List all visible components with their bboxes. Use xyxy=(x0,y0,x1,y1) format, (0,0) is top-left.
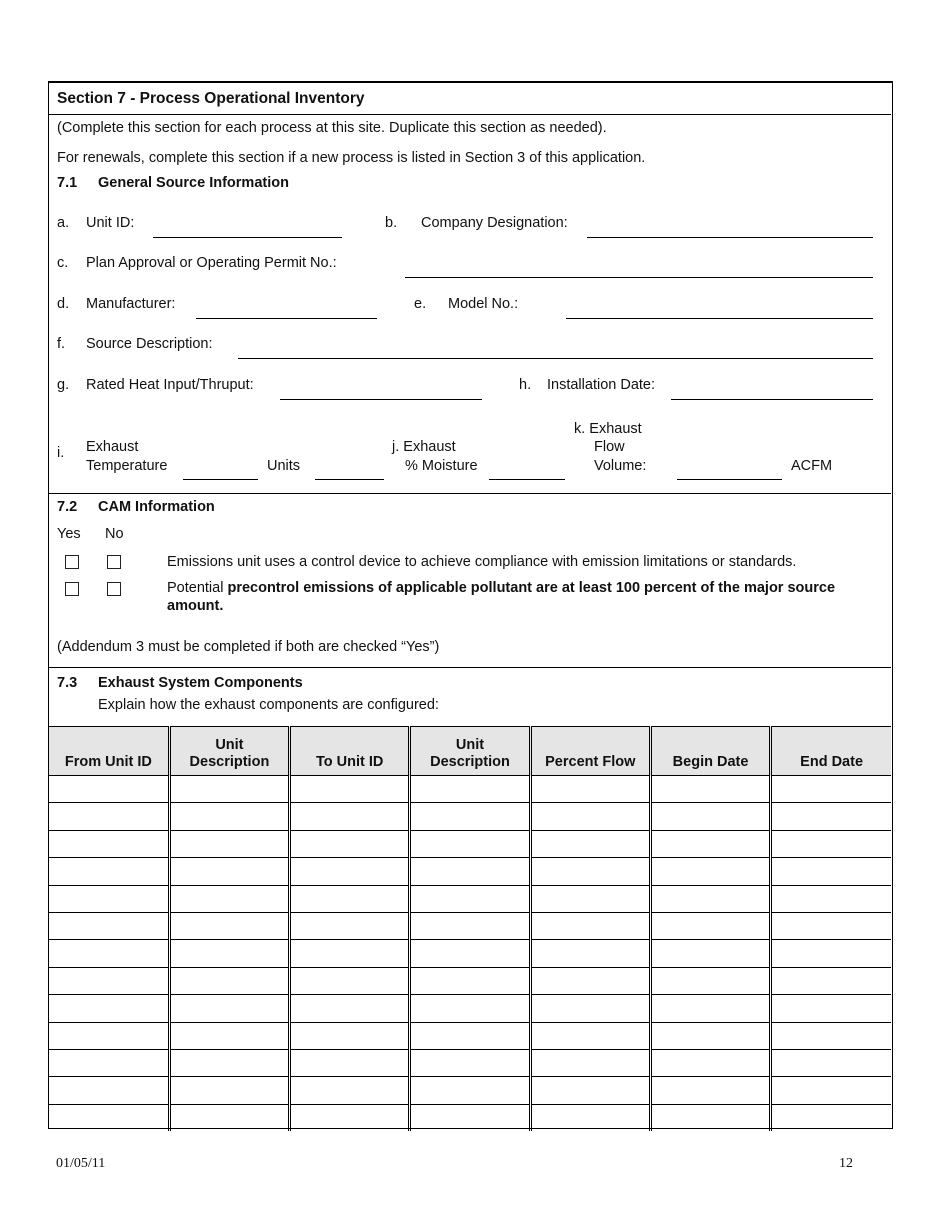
exhaust-flow-label-2: Flow xyxy=(594,439,625,455)
col-header: End Date xyxy=(771,727,891,776)
col-header: Unit Description xyxy=(169,727,289,776)
f-letter: f. xyxy=(57,336,66,352)
footer-date: 01/05/11 xyxy=(56,1156,106,1171)
installation-date-label: Installation Date: xyxy=(547,377,656,393)
table-row xyxy=(49,1077,891,1104)
e-letter: e. xyxy=(414,296,427,312)
table-cell[interactable] xyxy=(650,1049,770,1076)
table-cell[interactable] xyxy=(290,912,410,939)
manufacturer-label: Manufacturer: xyxy=(86,296,176,312)
table-cell[interactable] xyxy=(49,776,169,803)
table-cell[interactable] xyxy=(530,1077,650,1104)
unit-id-label: Unit ID: xyxy=(86,215,135,231)
table-cell[interactable] xyxy=(169,776,289,803)
table-cell[interactable] xyxy=(49,858,169,885)
table-cell[interactable] xyxy=(410,1049,530,1076)
table-cell[interactable] xyxy=(410,967,530,994)
table-cell[interactable] xyxy=(49,1049,169,1076)
b-letter: b. xyxy=(385,215,398,231)
table-row xyxy=(49,940,891,967)
table-cell[interactable] xyxy=(771,858,891,885)
model-no-label: Model No.: xyxy=(448,296,519,312)
table-cell[interactable] xyxy=(290,885,410,912)
table-cell[interactable] xyxy=(169,1077,289,1104)
table-cell[interactable] xyxy=(771,995,891,1022)
table-cell[interactable] xyxy=(49,803,169,830)
table-cell[interactable] xyxy=(410,1022,530,1049)
s73-number: 7.3 xyxy=(57,675,78,691)
table-cell[interactable] xyxy=(290,940,410,967)
q2-yes-checkbox[interactable] xyxy=(65,582,79,596)
table-cell[interactable] xyxy=(530,1022,650,1049)
table-cell[interactable] xyxy=(49,1104,169,1131)
table-cell[interactable] xyxy=(49,885,169,912)
table-cell[interactable] xyxy=(410,1104,530,1131)
cam-question-1: Emissions unit uses a control device to achieve compliance with emission limitations or standards. xyxy=(167,554,797,570)
permit-no-field[interactable] xyxy=(405,277,873,278)
table-cell[interactable] xyxy=(169,1104,289,1131)
table-header-row xyxy=(49,727,891,776)
table-cell[interactable] xyxy=(410,885,530,912)
table-cell[interactable] xyxy=(771,912,891,939)
a-letter: a. xyxy=(57,215,70,231)
table-cell[interactable] xyxy=(771,940,891,967)
table-row xyxy=(49,1049,891,1076)
table-cell[interactable] xyxy=(771,1049,891,1076)
table-cell[interactable] xyxy=(771,776,891,803)
table-cell[interactable] xyxy=(650,858,770,885)
table-cell[interactable] xyxy=(650,967,770,994)
source-description-field[interactable] xyxy=(238,358,873,359)
table-row xyxy=(49,1022,891,1049)
yes-column-label: Yes xyxy=(57,526,81,542)
s73-title: Exhaust System Components xyxy=(98,675,303,691)
table-cell[interactable] xyxy=(410,830,530,857)
table-cell[interactable] xyxy=(410,995,530,1022)
g-letter: g. xyxy=(57,377,70,393)
unit-id-field[interactable] xyxy=(153,237,342,238)
table-row xyxy=(49,858,891,885)
s71-number: 7.1 xyxy=(57,175,78,191)
table-cell[interactable] xyxy=(650,1022,770,1049)
table-cell[interactable] xyxy=(290,1104,410,1131)
table-cell[interactable] xyxy=(169,858,289,885)
exhaust-temp-field[interactable] xyxy=(183,479,258,480)
table-row xyxy=(49,830,891,857)
table-cell[interactable] xyxy=(49,967,169,994)
table-cell[interactable] xyxy=(530,776,650,803)
permit-no-label: Plan Approval or Operating Permit No.: xyxy=(86,255,337,271)
exhaust-components-table xyxy=(49,726,891,1131)
q1-yes-checkbox[interactable] xyxy=(65,555,79,569)
company-designation-label: Company Designation: xyxy=(421,215,568,231)
heat-input-label: Rated Heat Input/Thruput: xyxy=(86,377,254,393)
cam-question-2 xyxy=(167,580,835,596)
table-row xyxy=(49,995,891,1022)
table-cell[interactable] xyxy=(169,995,289,1022)
table-cell[interactable] xyxy=(410,940,530,967)
table-cell[interactable] xyxy=(290,776,410,803)
table-cell[interactable] xyxy=(290,995,410,1022)
table-cell[interactable] xyxy=(530,940,650,967)
table-cell[interactable] xyxy=(530,995,650,1022)
exhaust-moisture-label-1: j. Exhaust xyxy=(392,439,456,455)
table-cell[interactable] xyxy=(49,1077,169,1104)
table-cell[interactable] xyxy=(169,1049,289,1076)
table-cell[interactable] xyxy=(771,967,891,994)
table-row xyxy=(49,803,891,830)
divider xyxy=(49,493,891,494)
table-cell[interactable] xyxy=(290,858,410,885)
table-cell[interactable] xyxy=(650,885,770,912)
table-cell[interactable] xyxy=(530,912,650,939)
table-cell[interactable] xyxy=(650,830,770,857)
table-row xyxy=(49,885,891,912)
table-cell[interactable] xyxy=(771,1077,891,1104)
table-cell[interactable] xyxy=(530,1049,650,1076)
table-cell[interactable] xyxy=(290,1022,410,1049)
table-cell[interactable] xyxy=(771,885,891,912)
s72-title: CAM Information xyxy=(98,499,215,515)
table-cell[interactable] xyxy=(49,912,169,939)
exhaust-flow-field[interactable] xyxy=(677,479,782,480)
table-cell[interactable] xyxy=(650,912,770,939)
q1-no-checkbox[interactable] xyxy=(107,555,121,569)
s73-instruction: Explain how the exhaust components are configured: xyxy=(98,697,439,713)
table-row xyxy=(49,912,891,939)
s71-title: General Source Information xyxy=(98,175,289,191)
divider xyxy=(49,667,891,668)
table-row xyxy=(49,776,891,803)
h-letter: h. xyxy=(519,377,532,393)
exhaust-temp-label-2: Temperature xyxy=(86,458,168,474)
footer-page-number: 12 xyxy=(839,1156,853,1171)
table-cell[interactable] xyxy=(650,940,770,967)
instruction-text: (Complete this section for each process at this site. Duplicate this section as needed). xyxy=(57,120,607,136)
source-description-label: Source Description: xyxy=(86,336,213,352)
table-cell[interactable] xyxy=(169,885,289,912)
table-cell[interactable] xyxy=(771,830,891,857)
table-cell[interactable] xyxy=(290,1077,410,1104)
exhaust-temp-label-1: Exhaust xyxy=(86,439,139,455)
table-cell[interactable] xyxy=(410,1077,530,1104)
acfm-units-label: ACFM xyxy=(791,458,833,474)
model-no-field[interactable] xyxy=(566,318,873,319)
cam-question-2-cont: amount. xyxy=(167,598,224,614)
exhaust-moisture-label-2: % Moisture xyxy=(405,458,478,474)
exhaust-flow-label-3: Volume: xyxy=(594,458,647,474)
table-cell[interactable] xyxy=(530,803,650,830)
table-cell[interactable] xyxy=(169,830,289,857)
table-cell[interactable] xyxy=(530,967,650,994)
table-cell[interactable] xyxy=(771,1022,891,1049)
table-cell[interactable] xyxy=(410,858,530,885)
table-cell[interactable] xyxy=(771,1104,891,1131)
d-letter: d. xyxy=(57,296,70,312)
table-cell[interactable] xyxy=(650,995,770,1022)
renewal-instruction: For renewals, complete this section if a new process is listed in Section 3 of this application. xyxy=(57,150,646,166)
table-cell[interactable] xyxy=(650,776,770,803)
heat-input-field[interactable] xyxy=(280,399,482,400)
table-row xyxy=(49,1104,891,1131)
cam-question-2-bold: precontrol emissions of applicable pollutant are at least 100 percent of the major source xyxy=(227,580,836,596)
table-cell[interactable] xyxy=(169,967,289,994)
table-cell[interactable] xyxy=(49,1022,169,1049)
section-title: Section 7 - Process Operational Inventory xyxy=(57,90,365,107)
s72-number: 7.2 xyxy=(57,499,78,515)
table-cell[interactable] xyxy=(650,803,770,830)
table-cell[interactable] xyxy=(49,940,169,967)
temp-units-field[interactable] xyxy=(315,479,384,480)
company-designation-field[interactable] xyxy=(587,237,873,238)
table-cell[interactable] xyxy=(771,803,891,830)
exhaust-flow-label-1: k. Exhaust xyxy=(574,421,642,437)
temp-units-label: Units xyxy=(267,458,301,474)
cam-question-2-plain: Potential xyxy=(167,580,228,596)
addendum-note: (Addendum 3 must be completed if both are checked “Yes”) xyxy=(57,639,440,655)
exhaust-moisture-field[interactable] xyxy=(489,479,565,480)
table-cell[interactable] xyxy=(290,1049,410,1076)
table-cell[interactable] xyxy=(49,830,169,857)
table-cell[interactable] xyxy=(530,830,650,857)
table-cell[interactable] xyxy=(169,803,289,830)
col-header: From Unit ID xyxy=(49,727,169,776)
table-cell[interactable] xyxy=(290,967,410,994)
table-cell[interactable] xyxy=(169,940,289,967)
manufacturer-field[interactable] xyxy=(196,318,377,319)
q2-no-checkbox[interactable] xyxy=(107,582,121,596)
table-cell[interactable] xyxy=(410,803,530,830)
table-cell[interactable] xyxy=(530,885,650,912)
col-header: To Unit ID xyxy=(290,727,410,776)
section-7-form xyxy=(48,81,893,1129)
table-cell[interactable] xyxy=(290,830,410,857)
col-header: Unit Description xyxy=(410,727,530,776)
table-row xyxy=(49,967,891,994)
c-letter: c. xyxy=(57,255,69,271)
table-cell[interactable] xyxy=(169,1022,289,1049)
installation-date-field[interactable] xyxy=(671,399,873,400)
col-header: Begin Date xyxy=(650,727,770,776)
i-letter: i. xyxy=(57,445,65,461)
table-cell[interactable] xyxy=(49,995,169,1022)
table-cell[interactable] xyxy=(410,776,530,803)
table-cell[interactable] xyxy=(530,1104,650,1131)
table-cell[interactable] xyxy=(530,858,650,885)
table-cell[interactable] xyxy=(169,912,289,939)
table-cell[interactable] xyxy=(290,803,410,830)
col-header: Percent Flow xyxy=(530,727,650,776)
table-cell[interactable] xyxy=(650,1104,770,1131)
table-cell[interactable] xyxy=(410,912,530,939)
divider xyxy=(49,114,891,115)
no-column-label: No xyxy=(105,526,124,542)
table-cell[interactable] xyxy=(650,1077,770,1104)
